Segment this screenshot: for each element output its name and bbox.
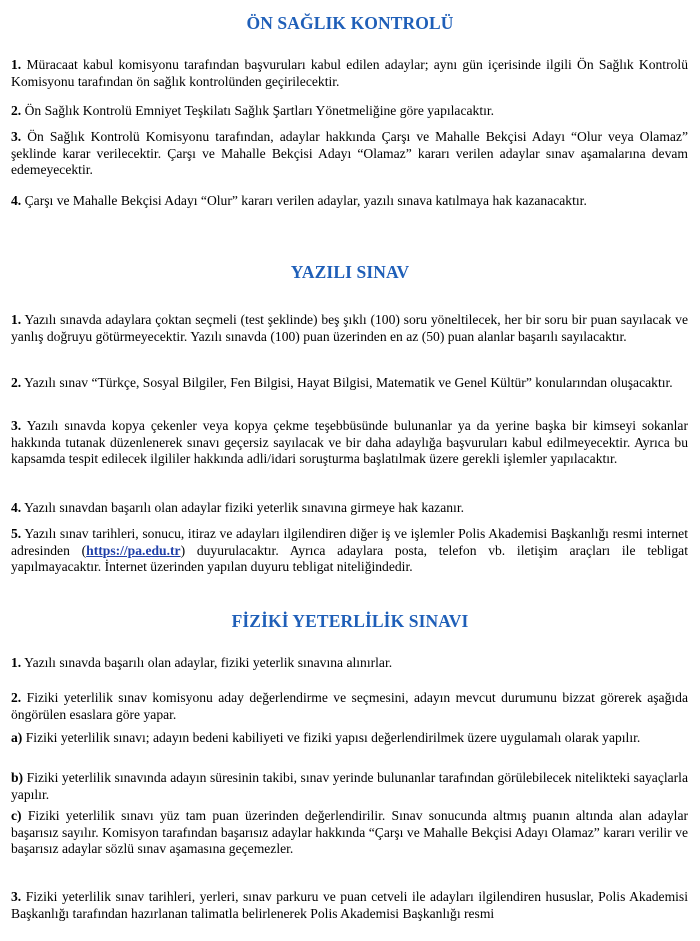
paragraph xyxy=(11,500,688,517)
item-text-before-link: Yazılı sınav tarihleri, sonucu, itiraz ve adayları ilgilendiren diğer iş ve işlemler Polis Akademisi Başkanlığı resmi internet adresinden ( xyxy=(11,526,688,558)
item-letter: b) xyxy=(11,770,24,785)
item-number: 3. xyxy=(11,889,22,904)
item-text: Yazılı sınavda adaylara çoktan seçmeli (test şeklinde) beş şıklı (100) soru yöneltilecek, her bir soru bir puan sayılacak ve yanlış doğruyu götürmeyecektir. Yazılı sınavda (100) puan üzerinden en az (50) puan alanlar başarılı sayılacaktır. xyxy=(11,312,688,344)
item-number: 1. xyxy=(11,655,22,670)
paragraph xyxy=(11,690,688,723)
paragraph xyxy=(11,103,688,120)
item-text: Fiziki yeterlilik sınav tarihleri, yerleri, sınav parkuru ve puan cetveli ile adayları ilgilendiren hususlar, Polis Akademisi Başkanlığı tarafından hazırlanan talimatla belirlenerek Polis Akademisi Başkanlığı resmi xyxy=(11,889,688,921)
item-text: Fiziki yeterlilik sınavında adayın süresinin takibi, sınav yerinde bulunanlar tarafından görülebilecek nitelikteki sayaçlarla yapılır. xyxy=(11,770,688,802)
item-letter: a) xyxy=(11,730,23,745)
item-text: Yazılı sınavdan başarılı olan adaylar fiziki yeterlik sınavına girmeye hak kazanır. xyxy=(24,500,465,515)
item-text: Yazılı sınavda başarılı olan adaylar, fiziki yeterlik sınavına alınırlar. xyxy=(24,655,393,670)
paragraph xyxy=(11,655,688,672)
item-text-after-link: ) duyurulacaktır. Ayrıca adaylara posta, telefon vb. iletişim araçları ile tebligat yapılmayacaktır. İnternet üzerinden yapılan duyuru tebligat niteliğindedir. xyxy=(11,542,688,575)
item-number: 3. xyxy=(11,418,22,433)
item-number: 1. xyxy=(11,57,22,72)
item-number: 2. xyxy=(11,375,22,390)
item-text: Müracaat kabul komisyonu tarafından başvuruları kabul edilen adaylar; aynı gün içerisinde ilgili Ön Sağlık Kontrolü Komisyonu tarafından ön sağlık kontrolünden geçirilecektir. xyxy=(11,57,688,89)
item-number: 2. xyxy=(11,103,22,118)
paragraph xyxy=(11,129,688,179)
paragraph xyxy=(11,730,688,747)
item-text: Ön Sağlık Kontrolü Emniyet Teşkilatı Sağlık Şartları Yönetmeliğine göre yapılacaktır. xyxy=(24,103,495,118)
section-title-fiziki-yeterlilik: FİZİKİ YETERLİLİK SINAVI xyxy=(231,611,469,631)
item-number: 3. xyxy=(11,129,22,144)
item-text: Fiziki yeterlilik sınavı yüz tam puan üzerinden değerlendirilir. Sınav sonucunda altmış puanın altında alan adaylar başarısız sayılır. Komisyon tarafından başarısız adaylar hakkında “Çarşı ve Mahalle Bekçisi Adayı Olamaz” kararı verilir ve başarısız adaylar sözlü sınav aşamasına geçemezler. xyxy=(11,808,688,857)
paragraph xyxy=(11,770,688,803)
item-number: 4. xyxy=(11,500,22,515)
item-text: Yazılı sınav “Türkçe, Sosyal Bilgiler, Fen Bilgisi, Hayat Bilgisi, Matematik ve Genel Kültür” konularından oluşacaktır. xyxy=(24,375,673,390)
paragraph xyxy=(11,418,688,468)
paragraph xyxy=(11,312,688,345)
item-text: Ön Sağlık Kontrolü Komisyonu tarafından, adaylar hakkında Çarşı ve Mahalle Bekçisi Adayı “Olur veya Olamaz” şeklinde karar verilecektir. Çarşı ve Mahalle Bekçisi Adayı “Olamaz” kararı verilen adaylar sınav aşamalarına devam edemeyecektir. xyxy=(11,129,688,178)
section-title-on-saglik: ÖN SAĞLIK KONTROLÜ xyxy=(246,13,454,33)
paragraph xyxy=(11,808,688,858)
item-text: Fiziki yeterlilik sınavı; adayın bedeni kabiliyeti ve fiziki yapısı değerlendirilmek üzere uygulamalı olarak yapılır. xyxy=(25,730,641,745)
paragraph xyxy=(11,526,688,576)
paragraph xyxy=(11,375,688,392)
item-letter: c) xyxy=(11,808,22,823)
item-number: 4. xyxy=(11,193,22,208)
item-text: Çarşı ve Mahalle Bekçisi Adayı “Olur” kararı verilen adaylar, yazılı sınava katılmaya hak kazanacaktır. xyxy=(24,193,587,208)
section-title-yazili-sinav: YAZILI SINAV xyxy=(290,262,410,282)
paragraph xyxy=(11,193,688,210)
item-text: Yazılı sınavda kopya çekenler veya kopya çekme teşebbüsünde bulunanlar ya da yerine başka bir kimseyi sokanlar hakkında tutanak düzenlenerek sınavı geçersiz sayılacak ve bir daha adaylığa başvuruları kabul edilmeyecektir. Ayrıca bu kapsamda tespit edilecek ilgililer hakkında adli/idari soruşturma başlatılmak üzere gerekli işlemler yapılacaktır. xyxy=(11,418,688,467)
item-number: 5. xyxy=(11,526,22,541)
paragraph xyxy=(11,57,688,90)
website-link[interactable]: https://pa.edu.tr xyxy=(86,542,181,558)
paragraph xyxy=(11,889,688,922)
item-number: 2. xyxy=(11,690,22,705)
item-number: 1. xyxy=(11,312,22,327)
item-text: Fiziki yeterlilik sınav komisyonu aday değerlendirme ve seçmesini, adayın mevcut durumunu bizzat görerek aşağıda öngörülen esaslara göre yapar. xyxy=(11,690,688,722)
